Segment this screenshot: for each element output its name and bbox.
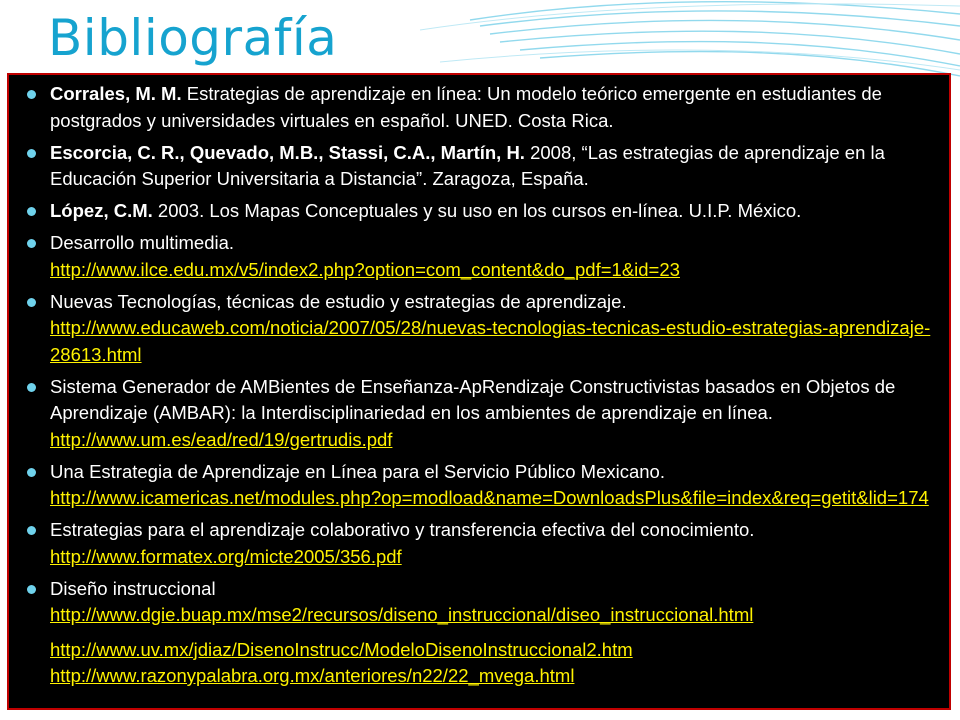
ref-text: Desarrollo multimedia. — [50, 232, 235, 253]
ref-author: Escorcia, C. R., Quevado, M.B., Stassi, C.A., Martín, H. — [50, 141, 525, 163]
extra-links — [24, 637, 944, 690]
ref-link[interactable]: http://www.uv.mx/jdiaz/DisenoInstrucc/ModeloDisenoInstruccional2.htm — [50, 638, 633, 660]
list-item — [24, 140, 944, 193]
ref-link[interactable]: http://www.dgie.buap.mx/mse2/recursos/diseno_instruccional/diseo_instruccional.html — [50, 604, 754, 625]
ref-text: Estrategias para el aprendizaje colaborativo y transferencia efectiva del conocimiento. — [50, 519, 755, 540]
list-item — [24, 81, 944, 134]
ref-text: Una Estrategia de Aprendizaje en Línea para el Servicio Público Mexicano. — [50, 460, 665, 482]
ref-text: Estrategias de aprendizaje en línea: Un modelo teórico emergente en estudiantes de postgrados y universidades virtuales en español. UNED. Costa Rica. — [50, 83, 882, 131]
ref-text: 2003. Los Mapas Conceptuales y su uso en los cursos en-línea. U.I.P. México. — [152, 200, 802, 221]
ref-text: Diseño instruccional — [50, 577, 216, 599]
list-item — [24, 576, 944, 629]
bibliography-list — [24, 81, 944, 695]
ref-author: Corrales, M. M. — [50, 83, 182, 104]
ref-text: Nuevas Tecnologías, técnicas de estudio y estrategias de aprendizaje. — [50, 290, 627, 312]
list-item — [24, 517, 944, 570]
ref-link[interactable]: http://www.educaweb.com/noticia/2007/05/28/nuevas-tecnologias-tecnicas-estudio-estrategias-aprendizaje-28613.html — [50, 317, 931, 365]
ref-author: López, C.M. — [50, 200, 153, 221]
list-item — [24, 374, 944, 454]
ref-link[interactable]: http://www.razonypalabra.org.mx/anteriores/n22/22_mvega.html — [50, 665, 575, 686]
page-title: Bibliografía — [48, 9, 338, 67]
ref-text: Sistema Generador de AMBientes de Enseñanza-ApRendizaje Constructivistas basados en Objetos de Aprendizaje (AMBAR): la Interdisciplinariedad en los ambientes de aprendizaje en línea. — [50, 375, 896, 423]
ref-link[interactable]: http://www.formatex.org/micte2005/356.pdf — [50, 545, 402, 567]
list-item — [24, 198, 944, 225]
ref-link[interactable]: http://www.um.es/ead/red/19/gertrudis.pdf — [50, 428, 393, 450]
ref-link[interactable]: http://www.ilce.edu.mx/v5/index2.php?option=com_content&do_pdf=1&id=23 — [50, 258, 680, 280]
list-item — [24, 230, 944, 283]
ref-link[interactable]: http://www.icamericas.net/modules.php?op=modload&name=DownloadsPlus&file=index&req=getit&lid=174 — [50, 487, 929, 508]
list-item — [24, 289, 944, 369]
list-item — [24, 459, 944, 512]
ref-text: 2008, “Las estrategias de aprendizaje en la Educación Superior Universitaria a Distancia”. Zaragoza, España. — [50, 141, 885, 189]
